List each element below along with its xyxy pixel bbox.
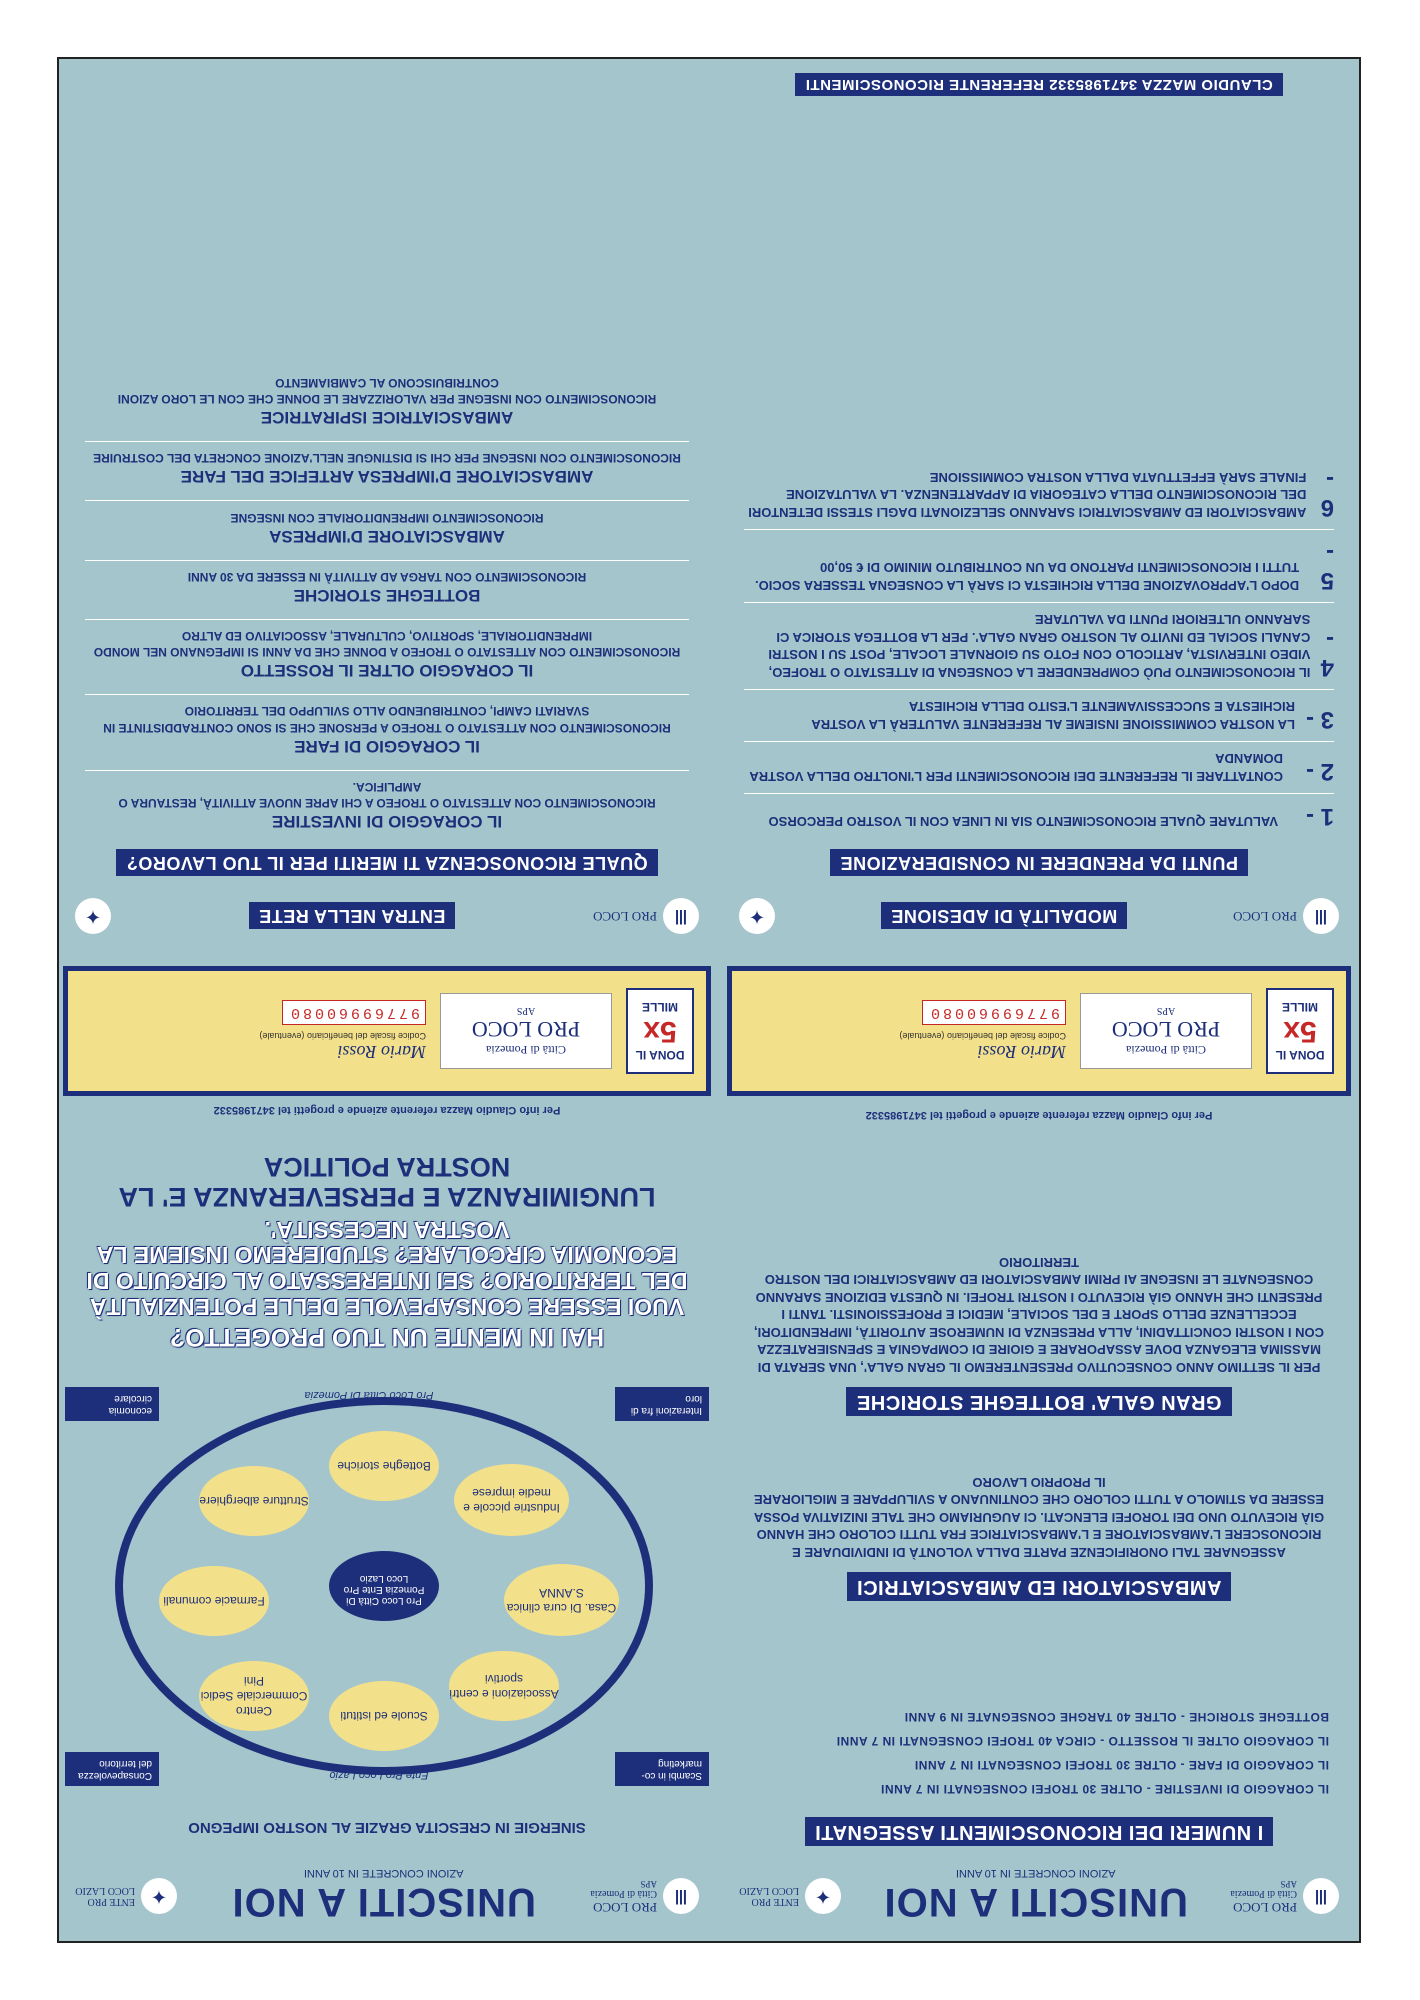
step-item: 3 - LA NOSTRA COMMISSIONE INSIEME AL REFERENTE VALUTERÀ LA VOSTRA RICHIESTA E SUCCESSIVAMENTE L'ESITO DELLA RICHIESTA <box>811 699 1334 733</box>
ente-logo: ✦ ENTE PRO LOCO LAZIO <box>739 1878 841 1914</box>
stat-line: IL CORAGGIO OLTRE IL ROSSETTO - CIRCA 40 TROFEI CONSEGNATI IN 7 ANNI <box>836 1734 1329 1748</box>
stat-line: BOTTEGHE STORICHE - OLTRE 40 TARGHE CONSEGNATE IN 9 ANNI <box>904 1710 1329 1724</box>
steps-list <box>744 459 1334 836</box>
left-panel <box>719 59 1359 1941</box>
proloco-logo: Ⅲ PRO LOCO <box>593 898 699 934</box>
network-diagram <box>57 1361 719 1801</box>
ente-logo <box>739 898 775 934</box>
ambassadors-text: ASSEGNARE TALI ONORIFICENZE PARTE DALLA VOLONTÀ DI INDIVIDUARE E RICONOSCERE L'AMBASCIATORE E L'AMBASCIATRICE FRA TUTTI COLORO CHE HANNO GIÀ RICEVUTO UNO DEI TOROFEI ELENCATI. CI AUGURIAMO CHE TALE INIZIATIVA POSSA ESSERE DA STIMOLO A TUTTI COLORO CHE CONTINUANO A SVILUPPARE E MIGLIORARE IL PROPRIO LAVORO <box>753 1474 1325 1560</box>
stat-line: IL CORAGGIO DI FARE - OLTRE 30 TROFEI CONSEGNATI IN 7 ANNI <box>914 1758 1329 1772</box>
modalita-title: MODALITÀ DI ADESIONE <box>881 903 1127 930</box>
main-title: UNISCITI A NOI <box>231 1880 536 1925</box>
column-icon: Ⅲ <box>663 1878 699 1914</box>
referent-line: CLAUDIO MAZZA 3471985332 REFERENTE RICONOSCIMENTI <box>795 73 1282 96</box>
node-associazioni: Associazioni e centri sportivi <box>449 1651 559 1721</box>
divider <box>85 560 689 561</box>
ente-logo <box>75 898 111 934</box>
award-item: AMBASCIATORE D'IMPRESA ARTEFICE DEL FARE RICONOSCIMENTO CON INSEGNE PER CHI SI DISTINGUE NELL'AZIONE CONCRETA DEL COSTRUIRE <box>85 441 689 486</box>
step-item: 1 - VALUTARE QUALE RICONOSCIMENTO SIA IN LINEA CON IL VOSTRO PERCORSO <box>768 803 1334 830</box>
column-icon: Ⅲ <box>1303 898 1339 934</box>
rete-title: ENTRA NELLA RETE <box>249 903 456 930</box>
column-icon: Ⅲ <box>663 898 699 934</box>
divider <box>85 770 689 771</box>
rotated-content <box>59 59 1359 1941</box>
divider <box>744 689 1334 690</box>
fiscal-code: 97769960080 <box>922 1000 1066 1025</box>
awards-list <box>85 375 689 831</box>
divider <box>85 694 689 695</box>
cta-text: VUOI ESSERE CONSAPEVOLE DELLE POTENZIALITÀ DEL TERRITORIO? SEI INTERESSATO AL CIRCUITO DI ECONOMIA CIRCOLARE? STUDIEREMO INSIEME LA VOSTRA NECESSITÀ'. <box>86 1216 688 1320</box>
proloco-logo: Ⅲ PRO LOCO <box>1233 898 1339 934</box>
ring-label-top: Ente Pro Loco Lazio <box>329 1769 429 1781</box>
coupon-proloco-logo: Città di Pomezia PRO LOCO APS <box>440 993 612 1069</box>
synergy-title: SINERGIE IN CRESCITA GRAZIE AL NOSTRO IMPEGNO <box>188 1819 586 1836</box>
main-title: UNISCITI A NOI <box>883 1880 1188 1925</box>
column-icon: Ⅲ <box>1303 1878 1339 1914</box>
lazio-region-icon: ✦ <box>141 1878 177 1914</box>
cta-question: HAI IN MENTE UN TUO PROGETTO? <box>169 1323 605 1351</box>
divider <box>744 602 1334 603</box>
award-item: IL CORAGGIO DI FARE RICONOSCIMENTO CON ATTESTATO O TROFEO A PERSONE CHE SI SONO CONTRADDISTINTE IN SVARIATI CAMPI, CONTRIBUENDO ALLO SVILUPPO DEL TERRITORIO <box>85 694 689 755</box>
main-subtitle: AZIONI CONCRETE IN 10 ANNI <box>303 1867 464 1880</box>
stat-line: IL CORAGGIO DI INVESTIRE - OLTRE 30 TROFEI CONSEGNATI IN 7 ANNI <box>880 1782 1329 1796</box>
box-scambi: Scambi in co-marketing <box>615 1752 709 1786</box>
cta-block <box>75 1152 699 1351</box>
five-per-mille-badge: DONA IL 5x MILLE <box>626 988 694 1074</box>
ambassadors-title: AMBASCIATORI ED AMBASCIATRICI <box>847 1572 1232 1601</box>
punti-title: PUNTI DA PRENDERE IN CONSIDERAZIONE <box>830 849 1248 876</box>
merit-title: QUALE RICONOSCENZA TI MERITI PER IL TUO LAVORO? <box>116 849 657 876</box>
box-consapevolezza: Consapevolezza del territorio <box>65 1752 159 1786</box>
info-line: Per info Claudio Mazza referente aziende e progetti tel 3471985332 <box>865 1109 1213 1121</box>
stats-list <box>739 1700 1329 1806</box>
right-logo-row <box>75 1861 699 1931</box>
fiscal-code: 97769960080 <box>282 1000 426 1025</box>
five-per-mille-badge: DONA IL 5x MILLE <box>1266 988 1334 1074</box>
award-item: AMBASCIATRICE ISPIRATRICE RICONOSCIMENTO CON INSEGNE PER VALORIZZARE LE DONNE CHE CON LE LORO AZIONI CONTRIBUISCONO AL CAMBIAMENTO <box>117 376 657 428</box>
coupon-fiscal-box: Mario Rossi Codice fiscale del beneficiario (eventuale) 97769960080 <box>80 1000 426 1062</box>
proloco-logo: Ⅲ PRO LOCO Città di Pomezia APS <box>590 1878 699 1914</box>
award-item: BOTTEGHE STORICHE RICONOSCIMENTO CON TARGA AD ATTIVITÀ IN ESSERE DA 30 ANNI <box>85 560 689 605</box>
adesione-logo-row <box>739 881 1339 951</box>
numbers-title: I NUMERI DEI RICONOSCIMENTI ASSEGNATI <box>805 1817 1274 1846</box>
five-per-mille-coupon <box>63 966 711 1096</box>
cta-motto: LUNGIMIRANZA E PERSEVERANZA E' LA NOSTRA POLITICA <box>118 1151 656 1212</box>
step-item: 6 - AMBASCIATORI ED AMBASCIATRICI SARANNO SELEZIONATI DAGLI STESSI DETENTORI DEL RICONOSCIMENTO DELLA CATEGORIA DI APPARTENENZA. LA VALUTAZIONE FINALE SARÀ EFFETTUATA DALLA NOSTRA COMMISSIONE <box>748 465 1334 521</box>
divider <box>744 529 1334 530</box>
info-line: Per info Claudio Mazza referente aziende e progetti tel 3471985332 <box>213 1104 561 1116</box>
divider <box>744 741 1334 742</box>
lazio-region-icon: ✦ <box>75 898 111 934</box>
lazio-region-icon: ✦ <box>739 898 775 934</box>
step-item: 4 - IL RICONOSCIMENTO PUÒ COMPRENDERE LA CONSEGNA DI ATTESTATO O TROFEO, VIDEO INTERVISTA, ARTICOLO CON FOTO SU GIORNALE LOCALE, POST SU I NOSTRI CANALI SOCIAL ED INVITO AL NOSTRO GRAN GALA'. PER LA BOTTEGA STORICA CI SARANNO ULTERIORI PUNTI DA VALUTARE <box>768 612 1334 681</box>
coupon-proloco-logo: Città di Pomezia PRO LOCO APS <box>1080 993 1252 1069</box>
award-item: AMBASCIATORE D'IMPRESA RICONOSCIMENTO IMPRENDITORIALE CON INSEGNE <box>85 501 689 546</box>
gala-title: GRAN GALA' BOTTEGHE STORICHE <box>846 1387 1231 1416</box>
step-item: 5 - DOPO L'APPROVAZIONE DELLA RICHIESTA CI SARÀ LA CONSEGNA TESSERA SOCIO. TUTTI I RICONOSCIMENTI PARTONO DA UN CONTRIBUTO MINIMO DI € 50,00 <box>755 538 1334 594</box>
divider <box>85 619 689 620</box>
award-item: IL CORAGGIO OLTRE IL ROSSETTO RICONOSCIMENTO CON ATTESTATO O TROFEO A DONNE CHE DA ANNI SI IMPEGNANO NEL MONDO IMPRENDITORIALE, SPORTIVO, CULTURALE, ASSOCIATIVO ED ALTRO <box>85 619 689 680</box>
network-center-label: Pro Loco Città Di Pomezia Ente Pro Loco Lazio <box>343 1573 425 1606</box>
award-item: IL CORAGGIO DI INVESTIRE RICONOSCIMENTO CON ATTESTATO O TROFEO A CHI APRE NUOVE ATTIVITÀ, RESTAURA O AMPLIFICA. <box>85 770 689 831</box>
proloco-logo: Ⅲ PRO LOCO Città di Pomezia APS <box>1230 1878 1339 1914</box>
five-per-mille-coupon <box>727 966 1351 1096</box>
node-casa-di-cura: Casa. Di cura clinica S.ANNA <box>504 1564 619 1636</box>
node-botteghe: Botteghe storiche <box>329 1431 439 1501</box>
divider <box>85 441 689 442</box>
right-panel <box>57 59 719 1941</box>
divider <box>744 793 1334 794</box>
node-industrie: Industrie piccole e medie imprese <box>454 1464 569 1536</box>
step-item: 2 - CONTATTARE IL REFERENTE DEI RICONOSCIMENTI PER L'INOLTRO DELLA VOSTRA DOMANDA <box>749 751 1334 785</box>
rete-logo-row <box>75 881 699 951</box>
ente-logo: ✦ ENTE PRO LOCO LAZIO <box>75 1878 177 1914</box>
gala-text: PER IL SETTIMO ANNO CONSECUTIVO PRESENTEREMO IL GRAN GALA', UNA SERATA DI MASSIMA ELEGANZA DOVE ASSAPORARE E GIOIRE DI COMPAGNIA E SPENSIERATEZZA CON I NOSTRI CONCITTADINI, ALLA PRESENZA DI NUMEROSE AUTORITÀ, IMPRENDITORI, ECCELLENZE DELLO SPORT E DEL SOCIALE, MEDICI E PROFESSIONISTI. TANTI I PRESENTI CHE HANNO GIÀ RICEVUTO I NOSTRI TROFEI. IN QUESTA EDIZIONE SARANNO CONSEGNATE LE INSEGNE AI PRIMI AMBASCIATORI ED AMBASCIATRICI DEL NOSTRO TERRITORIO <box>753 1254 1325 1375</box>
ring-label-bottom: Pro Loco Città Di Pomezia <box>304 1389 434 1401</box>
node-centro-commerciale: Centro Commerciale Sedici Pini <box>199 1661 309 1731</box>
brochure-sheet <box>57 57 1361 1943</box>
main-subtitle: AZIONI CONCRETE IN 10 ANNI <box>955 1867 1116 1880</box>
node-farmacie: Farmacie comunali <box>159 1566 269 1636</box>
coupon-fiscal-box: Mario Rossi Codice fiscale del beneficiario (eventuale) 97769960080 <box>744 1000 1066 1062</box>
left-logo-row <box>739 1861 1339 1931</box>
divider <box>85 501 689 502</box>
box-economia: economia circolare <box>65 1387 159 1421</box>
node-scuole: Scuole ed istituti <box>329 1681 439 1751</box>
lazio-region-icon: ✦ <box>805 1878 841 1914</box>
box-interazioni: Interazioni fra di loro <box>615 1387 709 1421</box>
node-strutture: Strutture alberghiere <box>199 1466 309 1536</box>
